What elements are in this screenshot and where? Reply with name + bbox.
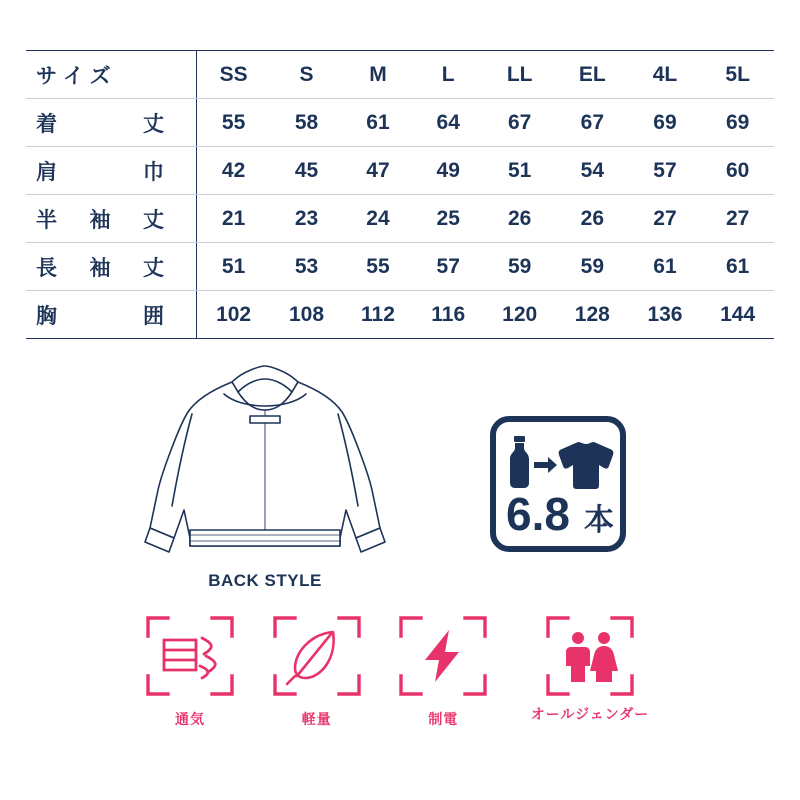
row-label-text — [36, 108, 164, 138]
feature-antistatic — [383, 614, 503, 729]
size-table — [26, 50, 774, 339]
antistatic-bolt-icon — [397, 614, 489, 698]
cell-katahaba-el: 54 — [556, 147, 629, 195]
cell-hansode-4l: 27 — [629, 195, 702, 243]
row-label-char: 半 — [36, 208, 57, 232]
row-label-char: 囲 — [143, 304, 164, 328]
cell-kyoui-l: 116 — [413, 291, 483, 339]
row-label-text — [36, 300, 164, 330]
jacket-back-illustration — [120, 360, 410, 560]
table-row — [26, 99, 774, 147]
feature-all-gender — [510, 614, 670, 729]
cell-hansode-5l: 27 — [701, 195, 774, 243]
feature-ventilation — [130, 614, 250, 729]
cell-kyoui-5l: 144 — [701, 291, 774, 339]
feature-icon-row — [130, 614, 670, 729]
bottle-count-unit: 本 — [584, 504, 614, 537]
table-row — [26, 291, 774, 339]
cell-katahaba-l: 49 — [413, 147, 483, 195]
table-header-row — [26, 51, 774, 99]
cell-hansode-l: 25 — [413, 195, 483, 243]
col-head-5l: 5L — [701, 51, 774, 99]
table-row — [26, 147, 774, 195]
row-label-char: 丈 — [143, 208, 164, 232]
feature-label: 通気 — [175, 711, 205, 727]
col-head-m: M — [343, 51, 413, 99]
cell-katahaba-ll: 51 — [483, 147, 556, 195]
cell-kyoui-ss: 102 — [197, 291, 271, 339]
cell-nagasode-4l: 61 — [629, 243, 702, 291]
cell-kitake-m: 61 — [343, 99, 413, 147]
cell-kyoui-el: 128 — [556, 291, 629, 339]
row-label-char: 袖 — [89, 208, 111, 232]
col-head-el: EL — [556, 51, 629, 99]
bottle-count-number: 6.8 — [506, 488, 570, 540]
row-label-char: 丈 — [143, 112, 164, 136]
table-row — [26, 243, 774, 291]
cell-nagasode-5l: 61 — [701, 243, 774, 291]
cell-hansode-ll: 26 — [483, 195, 556, 243]
col-head-ll: LL — [483, 51, 556, 99]
cell-katahaba-m: 47 — [343, 147, 413, 195]
row-label-kitake — [26, 99, 197, 147]
row-label-katahaba — [26, 147, 197, 195]
all-gender-icon — [544, 614, 636, 698]
row-label-char: 巾 — [143, 160, 164, 184]
row-label-char: 丈 — [143, 256, 164, 280]
cell-nagasode-l: 57 — [413, 243, 483, 291]
cell-kyoui-ll: 120 — [483, 291, 556, 339]
row-label-nagasodetake — [26, 243, 197, 291]
cell-nagasode-s: 53 — [270, 243, 343, 291]
feature-label: オールジェンダー — [530, 706, 650, 722]
row-label-char: 胸 — [36, 304, 57, 328]
col-head-ss: SS — [197, 51, 271, 99]
feature-lightweight — [257, 614, 377, 729]
size-label-text: サ イ ズ — [36, 64, 111, 88]
cell-nagasode-ll: 59 — [483, 243, 556, 291]
row-label-char: 着 — [36, 112, 57, 136]
cell-hansode-ss: 21 — [197, 195, 271, 243]
cell-hansode-s: 23 — [270, 195, 343, 243]
feather-lightweight-icon — [271, 614, 363, 698]
row-label-kyoui — [26, 291, 197, 339]
cell-hansode-el: 26 — [556, 195, 629, 243]
back-style-block — [120, 360, 410, 591]
table-corner-label — [26, 51, 197, 99]
row-label-text — [36, 252, 164, 282]
cell-kitake-l: 64 — [413, 99, 483, 147]
cell-kyoui-4l: 136 — [629, 291, 702, 339]
cell-kitake-el: 67 — [556, 99, 629, 147]
ventilation-icon — [144, 614, 236, 698]
row-label-char: 長 — [36, 256, 57, 280]
feature-label: 制電 — [428, 711, 459, 727]
cell-kitake-5l: 69 — [701, 99, 774, 147]
cell-kyoui-m: 112 — [343, 291, 413, 339]
cell-katahaba-4l: 57 — [629, 147, 702, 195]
cell-hansode-m: 24 — [343, 195, 413, 243]
feature-label: 軽量 — [301, 711, 332, 727]
cell-katahaba-5l: 60 — [701, 147, 774, 195]
cell-kitake-4l: 69 — [629, 99, 702, 147]
col-head-4l: 4L — [629, 51, 702, 99]
row-label-char: 肩 — [36, 160, 57, 184]
cell-kitake-s: 58 — [270, 99, 343, 147]
table-row — [26, 195, 774, 243]
cell-nagasode-ss: 51 — [197, 243, 271, 291]
cell-kyoui-s: 108 — [270, 291, 343, 339]
cell-nagasode-m: 55 — [343, 243, 413, 291]
cell-katahaba-s: 45 — [270, 147, 343, 195]
col-head-s: S — [270, 51, 343, 99]
back-style-caption: BACK STYLE — [208, 571, 322, 590]
row-label-char: 袖 — [89, 256, 111, 280]
recycled-bottle-badge — [490, 416, 626, 552]
row-label-text — [36, 156, 164, 186]
cell-kitake-ss: 55 — [197, 99, 271, 147]
col-head-l: L — [413, 51, 483, 99]
cell-nagasode-el: 59 — [556, 243, 629, 291]
row-label-hansodetake — [26, 195, 197, 243]
cell-katahaba-ss: 42 — [197, 147, 271, 195]
cell-kitake-ll: 67 — [483, 99, 556, 147]
row-label-text — [36, 204, 164, 234]
